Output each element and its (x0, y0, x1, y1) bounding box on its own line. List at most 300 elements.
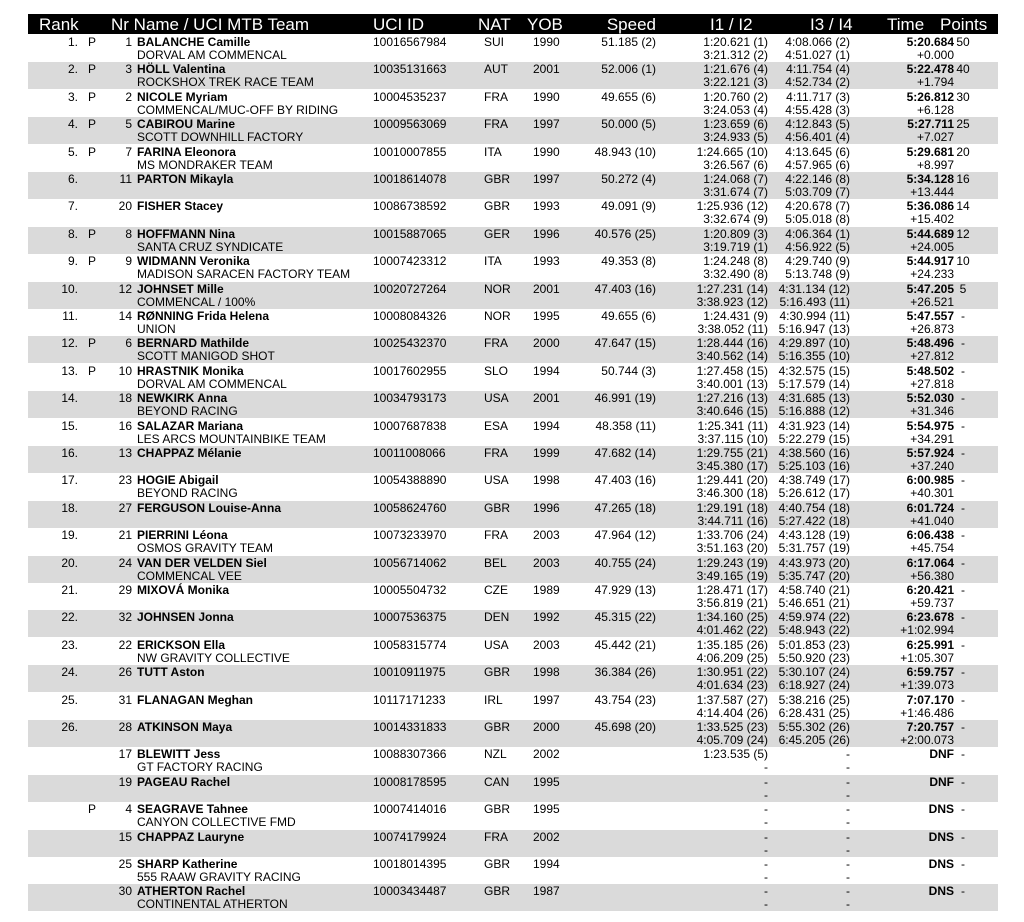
nation-code: ITA (484, 144, 502, 159)
split-i1: - (764, 802, 768, 817)
time-gap: +34.291 (910, 431, 954, 446)
points-value: 40 (956, 62, 970, 77)
split-i3: 4:31.685 (13) (778, 391, 850, 406)
time-gap: +6.128 (916, 102, 954, 117)
rider-team: NW GRAVITY COLLECTIVE (137, 650, 290, 665)
split-i3: 4:11.754 (4) (786, 62, 850, 77)
split-i2: - (764, 787, 768, 802)
finish-time: 6:17.064 (906, 555, 954, 570)
time-gap: +0.000 (916, 48, 954, 62)
rider-team: MADISON SARACEN FACTORY TEAM (137, 267, 351, 282)
split-i2: 3:40.001 (13) (696, 376, 768, 391)
speed-value: 47.682 (14) (594, 446, 656, 460)
uci-id: 10007536375 (373, 610, 447, 625)
split-i3: 4:22.146 (8) (785, 172, 850, 186)
points-value: - (961, 720, 965, 734)
podium-flag: P (88, 226, 97, 241)
split-i3: 4:06.364 (1) (785, 226, 850, 241)
split-i3: - (846, 829, 850, 844)
finish-time: 5:48.502 (906, 363, 954, 378)
nation-code: GBR (484, 199, 511, 214)
time-gap: +8.997 (916, 157, 954, 172)
split-i4: - (846, 760, 850, 775)
year-of-birth: 2001 (533, 62, 560, 77)
points-value: 50 (956, 35, 970, 49)
bib-number: 9 (125, 254, 132, 269)
rank-cell: 11. (62, 309, 78, 323)
result-row (28, 364, 998, 391)
result-row (28, 720, 998, 747)
time-gap: +24.233 (910, 267, 954, 282)
finish-time: 5:34.128 (906, 172, 954, 186)
header-uci-id: UCI ID (373, 15, 424, 34)
points-value: - (961, 473, 965, 488)
points-value: 5 (959, 281, 967, 296)
nation-code: FRA (484, 336, 508, 351)
split-i4: 5:16.947 (13) (778, 322, 850, 336)
points-value: - (961, 884, 965, 899)
podium-flag: P (88, 336, 97, 351)
result-row (28, 282, 998, 309)
rider-team: COMMENCAL / 100% (137, 294, 256, 309)
year-of-birth: 2002 (533, 747, 560, 762)
time-gap: +41.040 (910, 513, 954, 528)
header-rank: Rank (39, 15, 79, 34)
nation-code: GBR (484, 884, 511, 899)
split-i1: 1:29.441 (20) (696, 473, 768, 488)
nation-code: ESA (484, 418, 509, 433)
result-row (28, 199, 998, 226)
uci-id: 10074179924 (373, 829, 447, 844)
finish-time: 5:48.496 (906, 336, 954, 351)
nation-code: CZE (484, 583, 508, 597)
time-gap: +27.818 (910, 376, 954, 391)
rider-team: DORVAL AM COMMENCAL (137, 48, 287, 62)
uci-id: 10010007855 (373, 144, 447, 159)
time-gap: +24.005 (910, 239, 954, 254)
speed-value: 40.576 (25) (594, 226, 656, 241)
finish-time: 6:25.991 (906, 637, 954, 652)
rider-team: LES ARCS MOUNTAINBIKE TEAM (137, 431, 326, 446)
split-i2: 3:40.646 (15) (696, 404, 768, 419)
rider-name: FISHER Stacey (137, 199, 224, 214)
speed-value: 49.655 (6) (601, 309, 656, 323)
split-i4: 5:27.422 (18) (778, 513, 850, 528)
rider-name: SALAZAR Mariana (137, 418, 244, 433)
rider-name: ATHERTON Rachel (137, 884, 246, 899)
time-gap: +40.301 (910, 486, 954, 501)
split-i3: 4:59.974 (22) (778, 610, 850, 625)
finish-time: 5:20.684 (906, 35, 954, 49)
split-i1: 1:24.665 (10) (696, 144, 768, 159)
split-i4: 5:31.757 (19) (778, 541, 850, 556)
podium-flag: P (88, 254, 97, 269)
split-i4: 5:26.612 (17) (778, 486, 850, 501)
split-i2: 3:32.674 (9) (703, 212, 768, 227)
time-gap: +31.346 (910, 404, 954, 419)
finish-time: 5:26.812 (906, 89, 954, 104)
points-value: - (961, 500, 965, 515)
time-gap: +1:39.073 (900, 678, 954, 693)
bib-number: 18 (118, 391, 132, 406)
speed-value: 47.403 (16) (594, 281, 656, 296)
split-i3: 4:29.897 (10) (778, 336, 850, 351)
uci-id: 10034793173 (373, 391, 447, 406)
bib-number: 24 (118, 555, 132, 570)
speed-value: 52.006 (1) (601, 62, 656, 77)
split-i4: 5:48.943 (22) (778, 623, 850, 638)
split-i1: 1:24.248 (8) (703, 254, 768, 269)
split-i2: 3:56.819 (21) (696, 596, 768, 610)
rider-team: SANTA CRUZ SYNDICATE (137, 239, 284, 254)
rank-cell: 7. (67, 199, 78, 214)
split-i4: 6:18.927 (24) (778, 678, 850, 693)
rank-cell: 22. (61, 610, 78, 625)
split-i4: 5:16.493 (11) (779, 294, 850, 309)
nation-code: GBR (484, 802, 511, 817)
bib-number: 30 (118, 884, 132, 899)
bib-number: 16 (118, 418, 132, 433)
header-yob: YOB (527, 15, 563, 34)
bib-number: 32 (118, 610, 132, 625)
split-i1: - (764, 884, 768, 899)
split-i2: 3:26.567 (6) (703, 157, 768, 172)
points-value: - (961, 774, 965, 789)
points-value: 14 (956, 199, 970, 214)
rider-name: CABIROU Marine (137, 117, 236, 132)
rider-name: ATKINSON Maya (137, 720, 233, 734)
year-of-birth: 2003 (533, 637, 560, 652)
uci-id: 10014331833 (373, 720, 447, 734)
split-i3: - (846, 857, 850, 871)
rider-name: HOFFMANN Nina (137, 226, 235, 241)
rider-name: WIDMANN Veronika (137, 254, 250, 269)
nation-code: AUT (484, 62, 508, 77)
rider-team: DORVAL AM COMMENCAL (137, 376, 287, 391)
nation-code: FRA (484, 89, 508, 104)
rank-cell: 8. (67, 226, 78, 241)
split-i3: 4:31.923 (14) (778, 418, 850, 433)
time-gap: +26.521 (910, 294, 954, 309)
split-i4: 6:45.205 (26) (778, 733, 850, 747)
nation-code: GBR (484, 500, 511, 515)
nation-code: DEN (484, 610, 510, 625)
uci-id: 10007687838 (373, 418, 447, 433)
time-gap: +13.444 (910, 185, 954, 199)
points-value: - (961, 692, 965, 707)
rider-name: HOGIE Abigail (137, 473, 219, 488)
split-i2: 4:01.634 (23) (696, 678, 768, 693)
split-i2: 3:22.121 (3) (703, 75, 768, 90)
year-of-birth: 1996 (533, 500, 560, 515)
rank-cell: 12. (61, 336, 78, 351)
split-i2: 4:14.404 (26) (696, 705, 768, 720)
split-i3: 4:31.134 (12) (778, 281, 850, 296)
uci-id: 10018014395 (373, 857, 447, 871)
split-i3: 4:12.843 (5) (785, 117, 850, 132)
rider-team: MS MONDRAKER TEAM (137, 157, 273, 172)
year-of-birth: 2003 (533, 555, 560, 570)
split-i2: 4:05.709 (24) (696, 733, 768, 747)
rider-team: ROCKSHOX TREK RACE TEAM (137, 75, 314, 90)
split-i1: 1:23.659 (6) (703, 117, 768, 132)
nation-code: FRA (484, 528, 508, 543)
rider-name: JOHNSET Mille (137, 281, 224, 296)
split-i1: 1:29.243 (19) (696, 555, 768, 570)
finish-time: 7:20.757 (906, 720, 954, 734)
time-gap: +7.027 (916, 130, 954, 145)
split-i2: - (764, 870, 768, 884)
bib-number: 1 (125, 35, 132, 49)
nation-code: GBR (484, 720, 511, 734)
split-i2: 3:45.380 (17) (696, 459, 768, 473)
uci-id: 10008084326 (373, 309, 447, 323)
bib-number: 20 (118, 199, 132, 214)
rank-cell: 1. (67, 35, 78, 49)
split-i3: 5:30.107 (24) (778, 665, 850, 680)
time-gap: +2:00.073 (900, 733, 954, 747)
uci-id: 10007414016 (373, 802, 447, 817)
split-i4: 5:22.279 (15) (778, 431, 850, 446)
points-value: - (961, 637, 965, 652)
split-i1: 1:20.621 (1) (703, 35, 768, 49)
rider-team: SCOTT MANIGOD SHOT (137, 349, 275, 364)
points-value: - (961, 583, 965, 597)
split-i4: - (846, 787, 850, 802)
bib-number: 19 (118, 774, 132, 789)
finish-time: 5:54.975 (906, 418, 954, 433)
bib-number: 14 (118, 309, 132, 323)
points-value: 25 (956, 117, 970, 132)
split-i4: 5:17.579 (14) (778, 376, 850, 391)
split-i1: 1:27.231 (14) (696, 281, 768, 296)
points-value: - (961, 363, 965, 378)
time-gap: +27.812 (910, 349, 954, 364)
finish-time: DNS (928, 802, 954, 817)
split-i4: 4:56.401 (4) (785, 130, 850, 145)
rider-team: UNION (137, 322, 176, 336)
header-nat: NAT (478, 15, 511, 34)
points-value: - (961, 391, 965, 406)
year-of-birth: 2002 (533, 829, 560, 844)
podium-flag: P (88, 117, 97, 132)
speed-value: 43.754 (23) (594, 692, 656, 707)
bib-number: 31 (118, 692, 132, 707)
split-i4: 5:13.748 (9) (785, 267, 850, 282)
split-i3: 5:55.302 (26) (778, 720, 850, 734)
results-header-row (28, 14, 998, 34)
rank-cell: 16. (61, 446, 78, 460)
uci-id: 10007423312 (373, 254, 447, 269)
split-i2: 3:21.312 (2) (703, 48, 768, 62)
bib-number: 21 (118, 528, 132, 543)
result-row (28, 254, 998, 281)
rank-cell: 15. (61, 418, 78, 433)
rank-cell: 14. (61, 391, 78, 406)
split-i2: 3:51.163 (20) (696, 541, 768, 556)
uci-id: 10016567984 (373, 35, 447, 49)
rank-cell: 26. (61, 720, 78, 734)
speed-value: 47.403 (16) (594, 473, 656, 488)
speed-value: 50.744 (3) (601, 363, 656, 378)
split-i3: 4:38.560 (16) (778, 446, 850, 460)
nation-code: IRL (484, 692, 503, 707)
rider-name: NICOLE Myriam (137, 89, 228, 104)
podium-flag: P (88, 144, 97, 159)
rider-name: JOHNSEN Jonna (137, 610, 234, 625)
finish-time: DNS (928, 857, 954, 871)
bib-number: 17 (118, 747, 132, 762)
points-value: - (961, 418, 965, 433)
speed-value: 45.442 (21) (594, 637, 656, 652)
rank-cell: 10. (61, 281, 78, 296)
rider-name: BERNARD Mathilde (137, 336, 250, 351)
nation-code: FRA (484, 117, 508, 132)
points-value: - (961, 555, 965, 570)
rider-name: SHARP Katherine (137, 857, 238, 871)
split-i1: 1:24.431 (9) (703, 309, 768, 323)
result-row (28, 501, 998, 528)
rider-name: RØNNING Frida Helena (137, 309, 270, 323)
uci-id: 10005504732 (373, 583, 447, 597)
result-row (28, 446, 998, 473)
split-i2: - (764, 815, 768, 830)
bib-number: 25 (118, 857, 132, 871)
rank-cell: 25. (61, 692, 78, 707)
split-i1: 1:29.755 (21) (696, 446, 768, 460)
split-i4: 5:16.888 (12) (778, 404, 850, 419)
finish-time: 5:47.205 (906, 281, 954, 296)
finish-time: 7:07.170 (906, 692, 954, 707)
speed-value: 36.384 (26) (594, 665, 656, 680)
speed-value: 49.353 (8) (601, 254, 656, 269)
split-i2: 4:06.209 (25) (696, 650, 768, 665)
result-row (28, 309, 998, 336)
split-i2: 4:01.462 (22) (696, 623, 768, 638)
bib-number: 2 (125, 89, 132, 104)
year-of-birth: 1994 (533, 418, 560, 433)
finish-time: 5:22.478 (906, 62, 954, 77)
split-i2: - (764, 760, 768, 775)
year-of-birth: 1990 (533, 35, 560, 49)
rider-name: CHAPPAZ Lauryne (137, 829, 245, 844)
header-nr-name: Nr Name / UCI MTB Team (111, 15, 310, 34)
speed-value: 49.091 (9) (601, 199, 656, 214)
nation-code: NOR (484, 281, 511, 296)
nation-code: FRA (484, 446, 508, 460)
bib-number: 7 (125, 144, 132, 159)
speed-value: 47.964 (12) (594, 528, 656, 543)
points-value: 20 (956, 144, 970, 159)
rider-team: CONTINENTAL ATHERTON (137, 897, 288, 912)
time-gap: +1:46.486 (900, 705, 954, 720)
bib-number: 23 (118, 473, 132, 488)
bib-number: 13 (118, 446, 132, 460)
split-i2: 3:49.165 (19) (696, 568, 768, 583)
rider-team: GT FACTORY RACING (137, 760, 263, 775)
bib-number: 26 (118, 665, 132, 680)
rider-team: BEYOND RACING (137, 486, 238, 501)
bib-number: 27 (118, 500, 132, 515)
year-of-birth: 1994 (533, 363, 560, 378)
time-gap: +37.240 (910, 459, 954, 473)
split-i4: 5:50.920 (23) (778, 650, 850, 665)
rank-cell: 6. (67, 172, 78, 186)
split-i4: - (846, 842, 850, 857)
year-of-birth: 1995 (533, 774, 560, 789)
bib-number: 15 (118, 829, 132, 844)
speed-value: 40.755 (24) (594, 555, 656, 570)
result-row (28, 419, 998, 446)
split-i2: 3:32.490 (8) (703, 267, 768, 282)
result-row (28, 693, 998, 720)
rider-team: BEYOND RACING (137, 404, 238, 419)
finish-time: 6:00.985 (906, 473, 954, 488)
rider-name: FLANAGAN Meghan (137, 692, 253, 707)
time-gap: +45.754 (910, 541, 954, 556)
nation-code: FRA (484, 829, 508, 844)
split-i3: - (846, 747, 850, 762)
points-value: - (961, 309, 965, 323)
result-row (28, 610, 998, 637)
rank-cell: 18. (61, 500, 78, 515)
split-i3: 4:29.740 (9) (785, 254, 850, 269)
split-i1: 1:25.936 (12) (696, 199, 768, 214)
year-of-birth: 2000 (533, 336, 560, 351)
split-i1: 1:27.458 (15) (696, 363, 768, 378)
split-i1: 1:24.068 (7) (703, 172, 768, 186)
rider-name: HÖLL Valentina (137, 62, 226, 77)
year-of-birth: 2001 (533, 281, 560, 296)
result-row (28, 884, 998, 911)
split-i1: 1:25.341 (11) (697, 418, 768, 433)
split-i1: 1:21.676 (4) (703, 62, 768, 77)
finish-time: 5:57.924 (906, 446, 954, 460)
split-i2: - (764, 842, 768, 857)
finish-time: 5:47.557 (906, 309, 954, 323)
header-i3-i4: I3 / I4 (810, 15, 853, 34)
split-i1: - (764, 829, 768, 844)
rider-name: PAGEAU Rachel (137, 774, 231, 789)
rider-name: CHAPPAZ Mélanie (137, 446, 242, 460)
result-row (28, 638, 998, 665)
rider-name: VAN DER VELDEN Siel (137, 555, 267, 570)
year-of-birth: 1994 (533, 857, 560, 871)
split-i1: 1:23.535 (5) (703, 747, 768, 762)
result-row (28, 473, 998, 500)
points-value: - (961, 829, 965, 844)
nation-code: USA (484, 637, 509, 652)
time-gap: +26.873 (910, 322, 954, 336)
uci-id: 10017602955 (373, 363, 447, 378)
finish-time: 5:44.917 (906, 254, 954, 269)
split-i2: 3:46.300 (18) (696, 486, 768, 501)
bib-number: 10 (118, 363, 132, 378)
header-speed: Speed (606, 15, 656, 34)
nation-code: GBR (484, 172, 511, 186)
rank-cell: 9. (67, 254, 78, 269)
bib-number: 4 (125, 802, 132, 817)
rider-team: COMMENCAL VEE (137, 568, 242, 583)
points-value: - (961, 857, 965, 871)
result-row (28, 391, 998, 418)
split-i3: 4:43.973 (20) (778, 555, 850, 570)
finish-time: 6:01.724 (906, 500, 954, 515)
uci-id: 10003434487 (373, 884, 447, 899)
split-i1: 1:37.587 (27) (696, 692, 768, 707)
rider-name: TUTT Aston (137, 665, 205, 680)
speed-value: 48.943 (10) (594, 144, 656, 159)
